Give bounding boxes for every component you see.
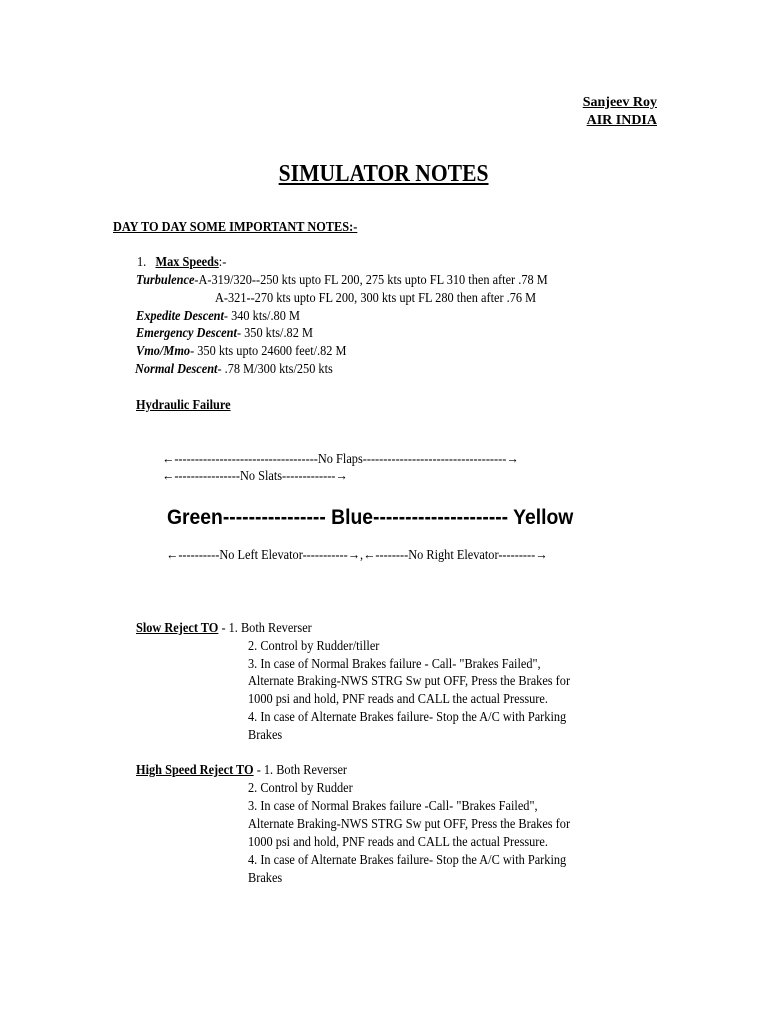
- max-speeds-item-emergency: Emergency Descent- 350 kts/.82 M: [136, 326, 313, 341]
- high-reject-line-1: High Speed Reject TO - 1. Both Reverser: [136, 763, 348, 778]
- slow-reject-line-7: Brakes: [248, 728, 283, 743]
- section-subtitle: DAY TO DAY SOME IMPORTANT NOTES:-: [113, 220, 358, 235]
- author-name: Sanjeev Roy: [582, 95, 657, 110]
- slow-reject-line-5: 1000 psi and hold, PNF reads and CALL the actual Pressure.: [248, 692, 548, 707]
- max-speeds-item-normal: Normal Descent- .78 M/300 kts/250 kts: [135, 362, 333, 377]
- max-speeds-item-expedite: Expedite Descent- 340 kts/.80 M: [136, 309, 300, 324]
- max-speeds-item-vmo: Vmo/Mmo- 350 kts upto 24600 feet/.82 M: [136, 344, 347, 359]
- max-speeds-item-a321: A-321--270 kts upto FL 200, 300 kts upt FL 280 then after .76 M: [215, 291, 537, 306]
- hydraulic-systems-line: Green---------------- Blue--------------------- Yellow: [167, 506, 574, 529]
- slow-reject-line-4: Alternate Braking-NWS STRG Sw put OFF, Press the Brakes for: [248, 674, 571, 689]
- hydraulic-heading: Hydraulic Failure: [136, 398, 231, 413]
- high-reject-line-4: Alternate Braking-NWS STRG Sw put OFF, Press the Brakes for: [248, 817, 571, 832]
- high-reject-line-7: Brakes: [248, 871, 283, 886]
- elevators-line: ←----------No Left Elevator-----------→,←--------No Right Elevator---------→: [166, 548, 548, 563]
- high-reject-line-6: 4. In case of Alternate Brakes failure- Stop the A/C with Parking: [248, 853, 567, 868]
- slow-reject-line-6: 4. In case of Alternate Brakes failure- Stop the A/C with Parking: [248, 710, 567, 725]
- slow-reject-line-1: Slow Reject TO - 1. Both Reverser: [136, 621, 312, 636]
- max-speeds-item-turbulence: Turbulence-A-319/320--250 kts upto FL 200, 275 kts upto FL 310 then after .78 M: [136, 273, 548, 288]
- slow-reject-line-2: 2. Control by Rudder/tiller: [248, 639, 380, 654]
- slow-reject-line-3: 3. In case of Normal Brakes failure - Call- "Brakes Failed",: [248, 657, 541, 672]
- high-reject-line-5: 1000 psi and hold, PNF reads and CALL the actual Pressure.: [248, 835, 548, 850]
- high-reject-line-3: 3. In case of Normal Brakes failure -Call- "Brakes Failed",: [248, 799, 538, 814]
- max-speeds-heading: 1. Max Speeds:-: [137, 255, 227, 270]
- no-slats-line: ←----------------No Slats-------------→: [162, 469, 348, 484]
- no-flaps-line: ←-----------------------------------No Flaps-----------------------------------→: [162, 452, 519, 467]
- high-reject-line-2: 2. Control by Rudder: [248, 781, 353, 796]
- page-title: SIMULATOR NOTES: [279, 161, 489, 187]
- author-organization: AIR INDIA: [586, 113, 657, 128]
